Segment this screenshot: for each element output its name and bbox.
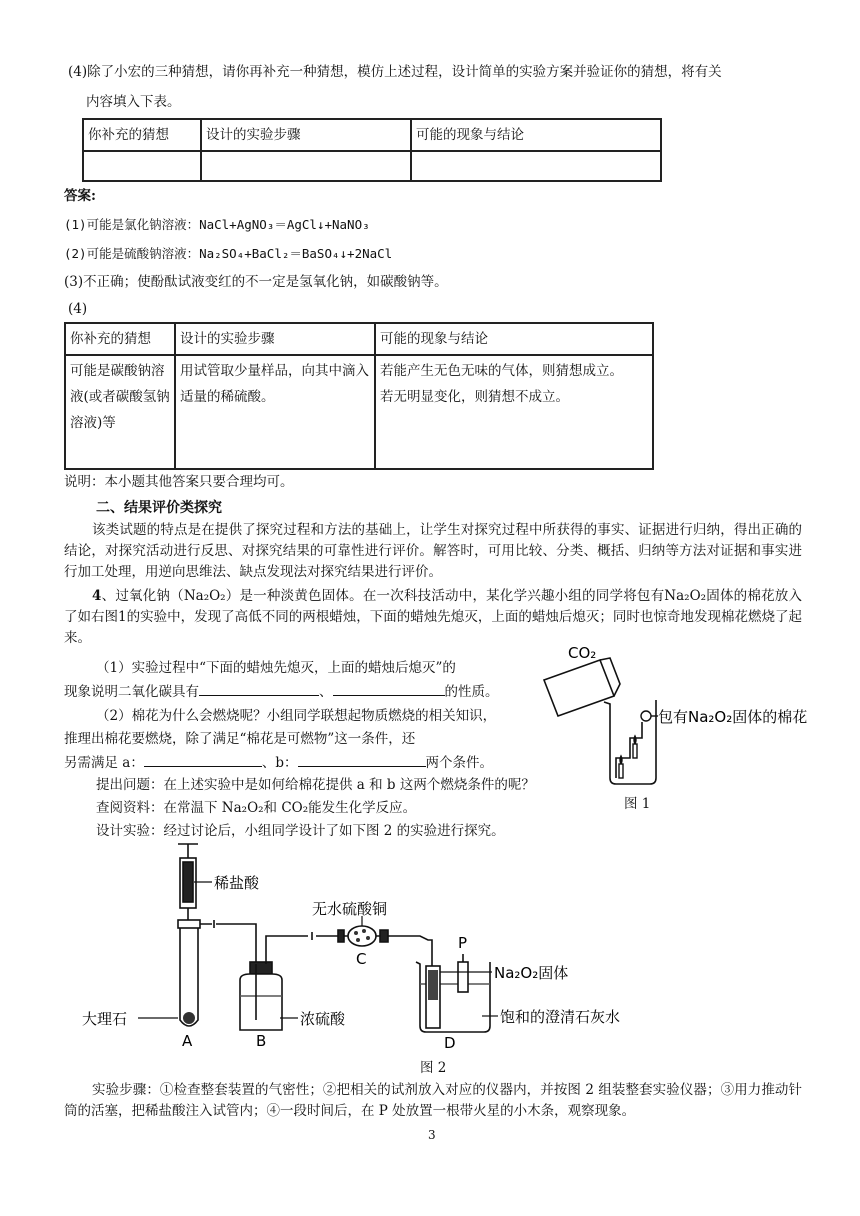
q4b-design: 设计实验：经过讨论后，小组同学设计了如下图 2 的实验进行探究。	[96, 823, 505, 839]
wash-bottle-b	[240, 952, 282, 1030]
answer-table	[64, 322, 654, 470]
fig1-cotton-label: 包有Na₂O₂固体的棉花	[658, 708, 808, 726]
fig2-caption: 图 2	[420, 1060, 447, 1076]
q4-cell-guess[interactable]	[83, 151, 201, 181]
answer-heading: 答案:	[64, 188, 96, 204]
q4-header-guess: 你补充的猜想	[83, 119, 201, 151]
answer-cell-result	[375, 355, 653, 469]
fig1-caption: 图 1	[624, 796, 651, 812]
beaker-d	[416, 954, 490, 1032]
q4-header-steps: 设计的实验步骤	[201, 119, 411, 151]
blank-co2-property-2[interactable]	[333, 681, 445, 696]
section2-paragraph: 该类试题的特点是在提供了探究过程和方法的基础上，让学生对探究过程中所获得的事实、证据进行归纳，得出正确的结论，对探究活动进行反思、对探究结果的可靠性进行评价。解答时，可用比较、分类、概括、归纳等方法对证据和事实进行加工处理，用逆向思维法、缺点发现法对探究结果进行评价。	[64, 522, 802, 580]
q4-header-result: 可能的现象与结论	[411, 119, 661, 151]
q4-line1: (4)除了小宏的三种猜想，请你再补充一种猜想，模仿上述过程，设计简单的实验方案并验证你的猜想，将有关	[68, 64, 722, 80]
q4b-p1a: （1）实验过程中“下面的蜡烛先熄灭，上面的蜡烛后熄灭”的	[96, 660, 456, 676]
fig2-limewater-label: 饱和的澄清石灰水	[500, 1008, 621, 1026]
fig2-label-p: P	[458, 934, 468, 952]
q4b-p2	[64, 752, 493, 773]
q4b-p1c: 、	[319, 684, 333, 700]
q4b-p2d: 、b：	[261, 755, 298, 771]
q4-table	[82, 118, 662, 182]
fig2-na2o2-label: Na₂O₂固体	[494, 964, 569, 982]
answer-1: (1)可能是氯化钠溶液：NaCl+AgNO₃＝AgCl↓+NaNO₃	[64, 217, 370, 232]
fig1-co2-label: CO₂	[568, 644, 597, 662]
q4b-lookup: 查阅资料：在常温下 Na₂O₂和 CO₂能发生化学反应。	[96, 800, 417, 816]
q4b-p2c: 另需满足 a：	[64, 755, 144, 771]
q4b-intro-text: 、过氧化钠（Na₂O₂）是一种淡黄色固体。在一次科技活动中，某化学兴趣小组的同学将包有Na₂O₂固体的棉花放入了如右图1的实验中，发现了高低不同的两根蜡烛，下面的蜡烛先熄灭，上面的蜡烛后熄灭；同时也惊奇地发现棉花燃烧了起来。	[64, 588, 802, 646]
answer-4-label: (4)	[68, 301, 88, 317]
q4b-steps: 实验步骤：①检查整套装置的气密性；②把相关的试剂放入对应的仪器内，并按图 2 组装整套实验仪器；③用力推动针筒的活塞，把稀盐酸注入试管内；④一段时间后，在 P 处放置一根带火星的小木条，观察现象。	[64, 1082, 802, 1119]
fig2-marble-label: 大理石	[82, 1010, 128, 1028]
figure-2	[80, 840, 720, 1052]
answer-header-result: 可能的现象与结论	[375, 323, 653, 355]
answer-note: 说明：本小题其他答案只要合理均可。	[64, 474, 294, 490]
fig2-label-a: A	[182, 1032, 193, 1050]
fig2-label-c: C	[356, 950, 367, 968]
q4b-p2a: （2）棉花为什么会燃烧呢？小组同学联想起物质燃烧的相关知识，	[96, 708, 497, 724]
q4b-ask: 提出问题：在上述实验中是如何给棉花提供 a 和 b 这两个燃烧条件的呢？	[96, 777, 535, 793]
blank-condition-a[interactable]	[144, 752, 262, 767]
q4-line2: 内容填入下表。	[86, 94, 181, 110]
test-tube-a	[178, 920, 200, 1026]
candles	[619, 736, 637, 778]
blank-co2-property-1[interactable]	[199, 681, 319, 696]
fig2-hcl-label: 稀盐酸	[214, 874, 260, 892]
q4b-p1d: 的性质。	[444, 684, 499, 700]
answer-cell-guess: 可能是碳酸钠溶液(或者碳酸氢钠溶液)等	[65, 355, 175, 469]
answer-header-steps: 设计的实验步骤	[175, 323, 375, 355]
fig2-label-d: D	[444, 1034, 456, 1052]
answer-result-2: 若无明显变化，则猜想不成立。	[380, 389, 569, 405]
q4b-p2b: 推理出棉花要燃烧，除了满足“棉花是可燃物”这一条件，还	[64, 731, 416, 747]
blank-condition-b[interactable]	[298, 752, 426, 767]
tube-ab	[200, 920, 256, 962]
q4b-number: 4	[92, 588, 102, 604]
answer-cell-steps: 用试管取少量样品，向其中滴入适量的稀硫酸。	[175, 355, 375, 469]
fig2-h2so4-label: 浓硫酸	[300, 1010, 346, 1028]
drying-tube-c	[338, 926, 388, 946]
q4b-p2e: 两个条件。	[425, 755, 493, 771]
answer-3: (3)不正确；使酚酞试液变红的不一定是氢氧化钠，如碳酸钠等。	[64, 274, 448, 290]
section2-title: 二、结果评价类探究	[96, 500, 222, 516]
q4-cell-result[interactable]	[411, 151, 661, 181]
figure-1	[538, 640, 818, 790]
fig2-cuso4-label: 无水硫酸铜	[312, 900, 388, 918]
fig2-label-b: B	[256, 1032, 267, 1050]
answer-header-guess: 你补充的猜想	[65, 323, 175, 355]
q4-cell-steps[interactable]	[201, 151, 411, 181]
answer-result-1: 若能产生无色无味的气体，则猜想成立。	[380, 363, 623, 379]
q4b-p1	[64, 681, 499, 702]
answer-2: (2)可能是硫酸钠溶液：Na₂SO₄+BaCl₂＝BaSO₄↓+2NaCl	[64, 246, 393, 261]
gas-jar	[544, 658, 620, 716]
tube-bc	[266, 932, 338, 952]
cotton	[641, 711, 651, 721]
q4b-p1b: 现象说明二氧化碳具有	[64, 684, 199, 700]
page-number: 3	[428, 1128, 436, 1142]
